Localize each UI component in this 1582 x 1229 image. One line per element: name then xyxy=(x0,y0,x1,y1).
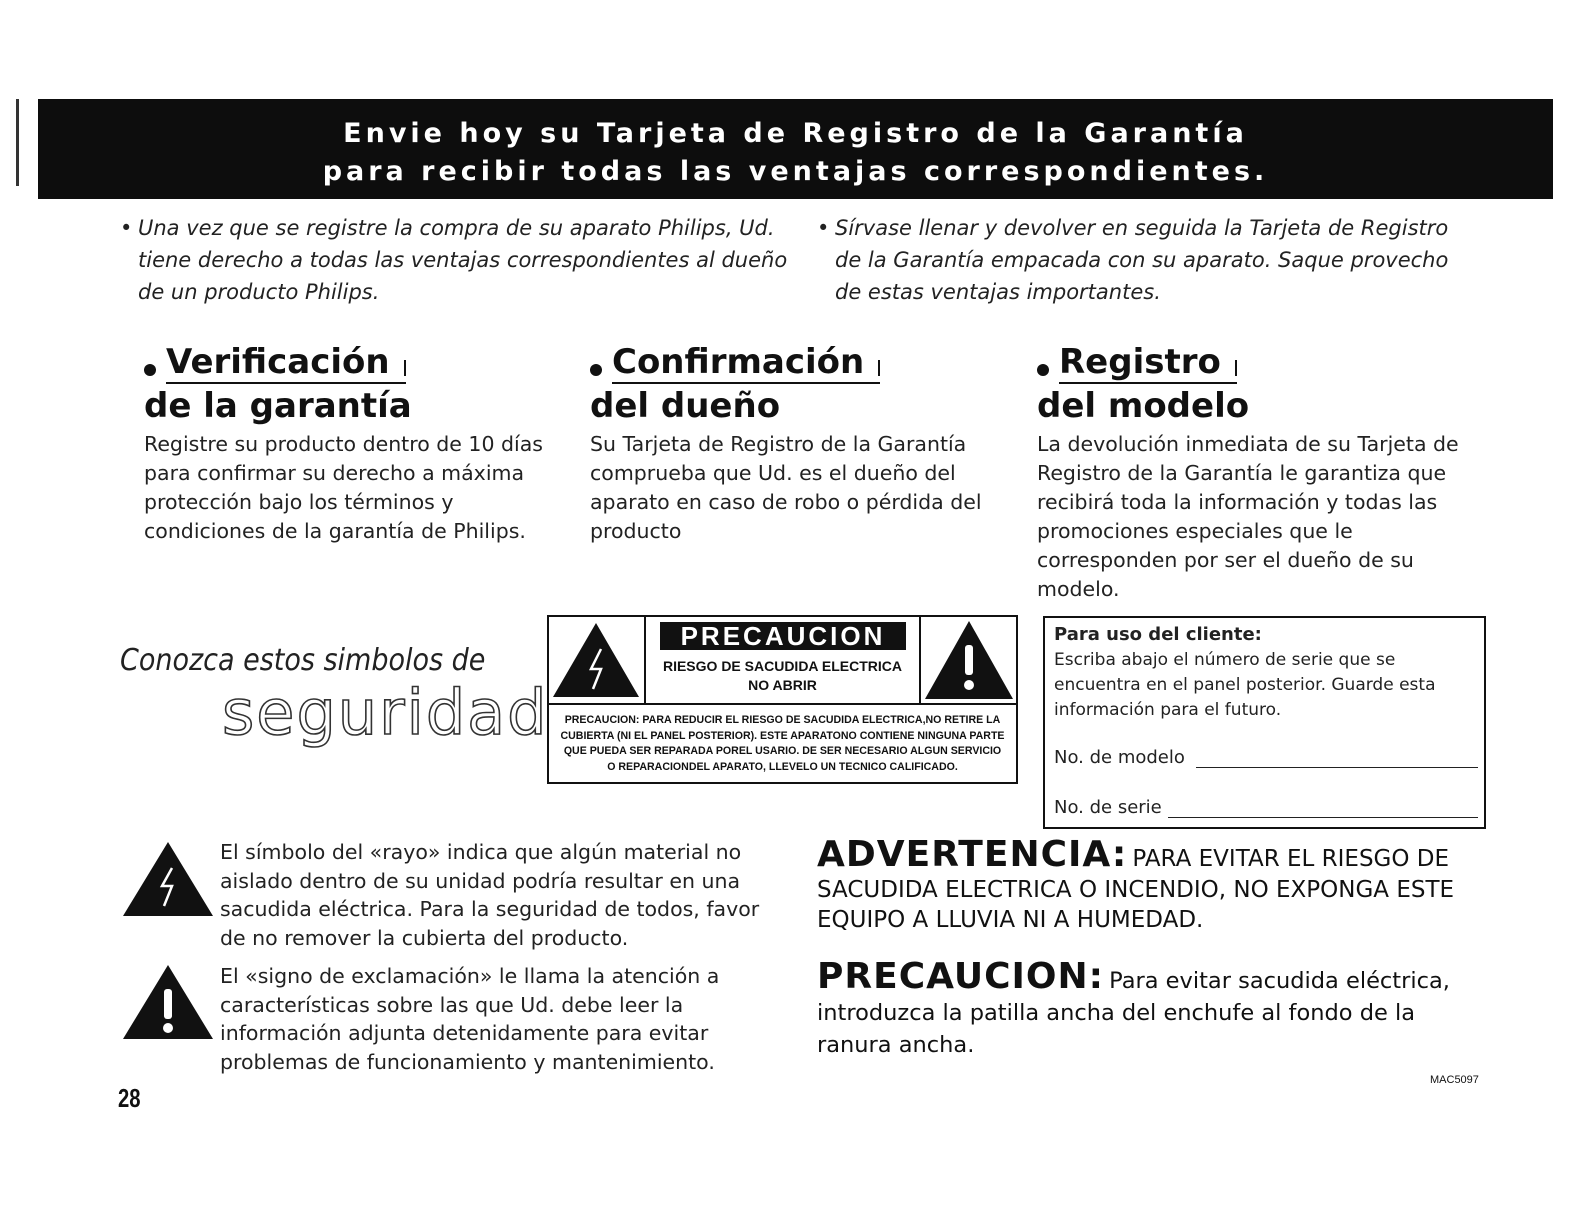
caution-text: Para evitar sacudida eléctrica, introduzca la patilla ancha del enchufe al fondo de la ranura ancha. xyxy=(817,968,1450,1058)
bullet-icon: • xyxy=(817,216,830,240)
intro-right-text: Sírvase llenar y devolver en seguida la Tarjeta de Registro de la Garantía empacada con su aparato. Saque provecho de estas ventajas importantes. xyxy=(835,216,1449,304)
safety-word: seguridad xyxy=(222,676,549,749)
lightning-explanation: El símbolo del «rayo» indica que algún material no aislado dentro de su unidad podría resultar en una sacudida eléctrica. Para la seguridad de todos, favor de no remover la cubierta del producto. xyxy=(220,840,760,950)
intro-right xyxy=(817,212,1475,308)
feature-owner xyxy=(590,340,1020,546)
caution-title: PRECAUCION xyxy=(660,622,906,650)
customer-box xyxy=(1043,616,1486,829)
lightning-symbol-icon xyxy=(122,842,214,923)
margin-mark xyxy=(16,99,19,186)
safety-heading: Conozca estos simbolos de xyxy=(120,643,486,678)
feature-heading-1: Registro xyxy=(1059,342,1237,384)
feature-model xyxy=(1037,340,1477,604)
feature-body: La devolución inmediata de su Tarjeta de Registro de la Garantía le garantiza que recibirá toda la información y todas las promociones especiales que le corresponden por ser el dueño de su modelo. xyxy=(1037,432,1459,601)
caution-block xyxy=(817,956,1477,1061)
warning-text: PARA EVITAR EL RIESGO DE SACUDIDA ELECTRICA O INCENDIO, NO EXPONGA ESTE EQUIPO A LLUVIA NI A HUMEDAD. xyxy=(817,846,1455,933)
model-code: MAC5097 xyxy=(1430,1074,1479,1086)
caution-subtitle: RIESGO DE SACUDIDA ELECTRICA NO ABRIR xyxy=(662,658,903,693)
model-number-label: No. de modelo xyxy=(1054,747,1185,768)
customer-desc: Escriba abajo el número de serie que se encuentra en el panel posterior. Guarde esta información para el futuro. xyxy=(1054,650,1436,720)
intro-left xyxy=(120,212,788,308)
lightning-warning-icon xyxy=(549,617,646,703)
bullet-icon: • xyxy=(120,216,133,240)
serial-number-label: No. de serie xyxy=(1054,797,1162,818)
page-number: 28 xyxy=(118,1083,141,1113)
serial-number-field[interactable] xyxy=(1168,817,1478,818)
caution-label xyxy=(547,615,1018,784)
feature-body: Su Tarjeta de Registro de la Garantía comprueba que Ud. es el dueño del aparato en caso de robo o pérdida del producto xyxy=(590,432,982,543)
warning-label: ADVERTENCIA: xyxy=(817,834,1128,875)
feature-body: Registre su producto dentro de 10 días para confirmar su derecho a máxima protección bajo los términos y condiciones de la garantía de Philips. xyxy=(144,432,543,543)
exclamation-warning-icon xyxy=(919,617,1016,703)
header-banner xyxy=(38,99,1553,199)
warning-block xyxy=(817,834,1497,935)
feature-heading-1: Confirmación xyxy=(612,342,880,384)
intro-left-text: Una vez que se registre la compra de su aparato Philips, Ud. tiene derecho a todas las ventajas correspondientes al dueño de un producto Philips. xyxy=(138,216,788,304)
exclamation-explanation: El «signo de exclamación» le llama la atención a características sobre las que Ud. debe leer la información adjunta detenidamente para evitar problemas de funcionamiento y mantenimiento. xyxy=(220,964,720,1074)
caution-label-heading: PRECAUCION: xyxy=(817,956,1105,997)
bullet-dot-icon xyxy=(1037,364,1049,376)
model-number-field[interactable] xyxy=(1196,767,1478,768)
feature-heading-2: del dueño xyxy=(590,386,781,426)
exclamation-symbol-icon xyxy=(122,965,214,1046)
banner-line-2: para recibir todas las ventajas correspondientes. xyxy=(322,156,1269,187)
banner-line-1: Envie hoy su Tarjeta de Registro de la Garantía xyxy=(343,118,1248,149)
feature-heading-2: de la garantía xyxy=(144,386,412,426)
feature-verification xyxy=(144,340,574,546)
bullet-dot-icon xyxy=(590,364,602,376)
caution-label-text: PRECAUCION: PARA REDUCIR EL RIESGO DE SACUDIDA ELECTRICA,NO RETIRE LA CUBIERTA (NI EL PANEL POSTERIOR). ESTE APARATONO CONTIENE NINGUNA PARTE QUE PUEDA SER REPARADA POREL USARIO. DE SER NECESARIO ALGUN SERVICIO O REPARACIONDEL APARATO, LLEVELO UN TECNICO CALIFICADO. xyxy=(560,714,1005,773)
customer-title: Para uso del cliente: xyxy=(1054,624,1262,645)
feature-heading-1: Verificación xyxy=(166,342,406,384)
bullet-dot-icon xyxy=(144,364,156,376)
feature-heading-2: del modelo xyxy=(1037,386,1250,426)
